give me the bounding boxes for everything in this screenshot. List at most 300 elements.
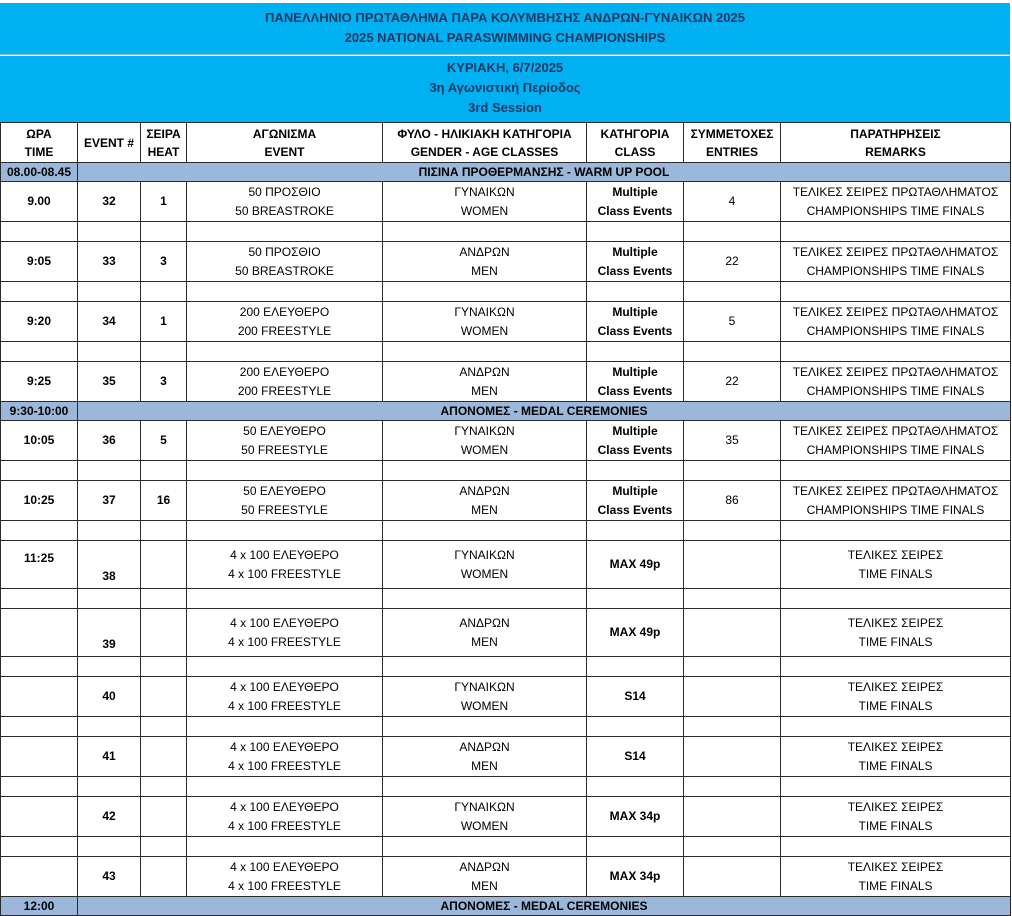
event-remarks bbox=[781, 797, 1011, 837]
event-row bbox=[1, 362, 1011, 402]
empty-cell bbox=[781, 222, 1011, 242]
gender-greek: ΓΥΝΑΙΚΩΝ bbox=[454, 799, 515, 814]
column-header-row bbox=[1, 123, 1011, 163]
event-entries: 22 bbox=[684, 242, 781, 282]
title-english: 2025 NATIONAL PARASWIMMING CHAMPIONSHIPS bbox=[344, 30, 666, 45]
event-name-greek: 4 x 100 ΕΛΕΥΘΕΡΟ bbox=[230, 679, 339, 694]
event-time bbox=[1, 797, 78, 837]
class-line-2: Class Events bbox=[597, 263, 673, 278]
column-header-event bbox=[187, 123, 383, 163]
empty-cell bbox=[78, 657, 141, 677]
event-number: 32 bbox=[78, 182, 141, 222]
band-time: 08.00-08.45 bbox=[1, 163, 78, 182]
event-name-english: 50 FREESTYLE bbox=[241, 442, 328, 457]
event-name bbox=[187, 541, 383, 589]
empty-cell bbox=[141, 342, 187, 362]
empty-cell bbox=[141, 222, 187, 242]
event-name-greek: 4 x 100 ΕΛΕΥΘΕΡΟ bbox=[230, 799, 339, 814]
event-gender bbox=[383, 541, 587, 589]
event-name-english: 4 x 100 FREESTYLE bbox=[228, 878, 341, 893]
spacer-row bbox=[1, 521, 1011, 541]
empty-cell bbox=[187, 777, 383, 797]
empty-cell bbox=[383, 521, 587, 541]
event-remarks bbox=[781, 242, 1011, 282]
session-name-english: 3rd Session bbox=[468, 100, 542, 115]
remarks-english: TIME FINALS bbox=[858, 698, 933, 713]
empty-cell bbox=[1, 282, 78, 302]
empty-cell bbox=[781, 461, 1011, 481]
column-header-label: ΦΥΛΟ - ΗΛΙΚΙΑΚΗ ΚΑΤΗΓΟΡΙΑ bbox=[397, 126, 572, 141]
event-gender bbox=[383, 362, 587, 402]
band-label: ΑΠΟΝΟΜΕΣ - MEDAL CEREMONIES bbox=[78, 402, 1011, 421]
event-heat bbox=[141, 737, 187, 777]
event-class bbox=[587, 857, 684, 897]
event-remarks bbox=[781, 609, 1011, 657]
remarks-greek: ΤΕΛΙΚΕΣ ΣΕΙΡΕΣ bbox=[847, 739, 944, 754]
event-time bbox=[1, 857, 78, 897]
empty-cell bbox=[187, 222, 383, 242]
event-number: 34 bbox=[78, 302, 141, 342]
event-heat: 1 bbox=[141, 302, 187, 342]
empty-cell bbox=[383, 282, 587, 302]
event-remarks bbox=[781, 362, 1011, 402]
column-header-label: ΣΕΙΡΑ bbox=[146, 126, 181, 141]
event-name bbox=[187, 857, 383, 897]
event-time bbox=[1, 609, 78, 657]
event-heat bbox=[141, 609, 187, 657]
column-header-remarks bbox=[781, 123, 1011, 163]
gender-greek: ΑΝΔΡΩΝ bbox=[459, 615, 510, 630]
event-name bbox=[187, 797, 383, 837]
empty-cell bbox=[781, 657, 1011, 677]
event-class bbox=[587, 677, 684, 717]
event-name bbox=[187, 362, 383, 402]
spacer-row bbox=[1, 282, 1011, 302]
remarks-greek: ΤΕΛΙΚΕΣ ΣΕΙΡΕΣ bbox=[847, 679, 944, 694]
event-number: 41 bbox=[78, 737, 141, 777]
column-header-sublabel: HEAT bbox=[147, 144, 180, 159]
empty-cell bbox=[383, 657, 587, 677]
event-class bbox=[587, 541, 684, 589]
empty-cell bbox=[1, 837, 78, 857]
event-entries bbox=[684, 609, 781, 657]
event-gender bbox=[383, 609, 587, 657]
gender-greek: ΑΝΔΡΩΝ bbox=[459, 364, 510, 379]
empty-cell bbox=[684, 589, 781, 609]
gender-english: MEN bbox=[471, 502, 498, 517]
column-header-sublabel: GENDER - AGE CLASSES bbox=[410, 144, 559, 159]
empty-cell bbox=[587, 282, 684, 302]
section-band-row bbox=[1, 402, 1011, 421]
event-heat: 16 bbox=[141, 481, 187, 521]
empty-cell bbox=[781, 837, 1011, 857]
event-class bbox=[587, 302, 684, 342]
empty-cell bbox=[587, 837, 684, 857]
event-row bbox=[1, 737, 1011, 777]
empty-cell bbox=[141, 777, 187, 797]
event-name bbox=[187, 737, 383, 777]
empty-cell bbox=[383, 837, 587, 857]
empty-cell bbox=[141, 521, 187, 541]
empty-cell bbox=[383, 717, 587, 737]
band-time: 9:30-10:00 bbox=[1, 402, 78, 421]
class-line-2: Class Events bbox=[597, 442, 673, 457]
empty-cell bbox=[383, 461, 587, 481]
empty-cell bbox=[187, 837, 383, 857]
event-entries: 22 bbox=[684, 362, 781, 402]
event-name-english: 4 x 100 FREESTYLE bbox=[228, 698, 341, 713]
event-name-english: 200 FREESTYLE bbox=[237, 323, 332, 338]
empty-cell bbox=[1, 657, 78, 677]
gender-english: WOMEN bbox=[460, 203, 509, 218]
empty-cell bbox=[383, 589, 587, 609]
event-time: 9:20 bbox=[1, 302, 78, 342]
empty-cell bbox=[141, 657, 187, 677]
gender-greek: ΓΥΝΑΙΚΩΝ bbox=[454, 304, 515, 319]
empty-cell bbox=[587, 521, 684, 541]
column-header-sublabel: TIME bbox=[24, 144, 54, 159]
event-name-greek: 4 x 100 ΕΛΕΥΘΕΡΟ bbox=[230, 547, 339, 562]
empty-cell bbox=[141, 717, 187, 737]
schedule-table bbox=[0, 122, 1011, 916]
event-row bbox=[1, 242, 1011, 282]
event-name-greek: 200 ΕΛΕΥΘΕΡΟ bbox=[239, 364, 330, 379]
event-time: 9:05 bbox=[1, 242, 78, 282]
event-heat bbox=[141, 857, 187, 897]
event-row bbox=[1, 797, 1011, 837]
event-time: 10:25 bbox=[1, 481, 78, 521]
event-remarks bbox=[781, 421, 1011, 461]
event-number: 39 bbox=[78, 609, 141, 657]
event-remarks bbox=[781, 481, 1011, 521]
remarks-greek: ΤΕΛΙΚΕΣ ΣΕΙΡΕΣ ΠΡΩΤΑΘΛΗΜΑΤΟΣ bbox=[792, 423, 999, 438]
empty-cell bbox=[587, 342, 684, 362]
empty-cell bbox=[1, 589, 78, 609]
remarks-greek: ΤΕΛΙΚΕΣ ΣΕΙΡΕΣ ΠΡΩΤΑΘΛΗΜΑΤΟΣ bbox=[792, 304, 999, 319]
event-entries bbox=[684, 677, 781, 717]
gender-english: WOMEN bbox=[460, 323, 509, 338]
empty-cell bbox=[78, 461, 141, 481]
event-gender bbox=[383, 677, 587, 717]
event-entries bbox=[684, 541, 781, 589]
class-line-2: Class Events bbox=[597, 383, 673, 398]
empty-cell bbox=[187, 282, 383, 302]
event-heat: 3 bbox=[141, 362, 187, 402]
event-name-english: 50 BREASTROKE bbox=[235, 263, 334, 278]
section-band-row bbox=[1, 897, 1011, 916]
class-line-2: Class Events bbox=[597, 203, 673, 218]
event-entries bbox=[684, 797, 781, 837]
event-row bbox=[1, 609, 1011, 657]
event-remarks bbox=[781, 182, 1011, 222]
section-band-row bbox=[1, 163, 1011, 182]
event-row bbox=[1, 481, 1011, 521]
spacer-row bbox=[1, 342, 1011, 362]
event-name-greek: 50 ΠΡΟΣΘΙΟ bbox=[248, 244, 321, 259]
event-name bbox=[187, 481, 383, 521]
band-time: 12:00 bbox=[1, 897, 78, 916]
remarks-greek: ΤΕΛΙΚΕΣ ΣΕΙΡΕΣ bbox=[847, 799, 944, 814]
event-entries: 86 bbox=[684, 481, 781, 521]
event-gender bbox=[383, 421, 587, 461]
class-line-1: MAX 49p bbox=[609, 557, 661, 571]
empty-cell bbox=[1, 521, 78, 541]
event-heat bbox=[141, 797, 187, 837]
event-number: 35 bbox=[78, 362, 141, 402]
remarks-greek: ΤΕΛΙΚΕΣ ΣΕΙΡΕΣ bbox=[847, 615, 944, 630]
class-line-1: Multiple bbox=[612, 304, 658, 319]
remarks-english: CHAMPIONSHIPS TIME FINALS bbox=[806, 383, 985, 398]
event-heat bbox=[141, 541, 187, 589]
event-gender bbox=[383, 797, 587, 837]
remarks-english: TIME FINALS bbox=[858, 566, 933, 581]
event-name-english: 4 x 100 FREESTYLE bbox=[228, 634, 341, 649]
class-line-1: Multiple bbox=[612, 364, 658, 379]
gender-english: MEN bbox=[471, 383, 498, 398]
column-header-sublabel: REMARKS bbox=[865, 144, 926, 159]
empty-cell bbox=[587, 589, 684, 609]
empty-cell bbox=[1, 461, 78, 481]
session-date: ΚΥΡΙΑΚΗ, 6/7/2025 bbox=[446, 60, 564, 75]
gender-english: WOMEN bbox=[460, 442, 509, 457]
session-block bbox=[0, 56, 1010, 122]
column-header-time bbox=[1, 123, 78, 163]
empty-cell bbox=[587, 461, 684, 481]
spacer-row bbox=[1, 837, 1011, 857]
empty-cell bbox=[141, 282, 187, 302]
event-name-greek: 4 x 100 ΕΛΕΥΘΕΡΟ bbox=[230, 859, 339, 874]
remarks-english: TIME FINALS bbox=[858, 634, 933, 649]
event-name-english: 50 BREASTROKE bbox=[235, 203, 334, 218]
event-heat: 1 bbox=[141, 182, 187, 222]
empty-cell bbox=[383, 222, 587, 242]
column-header-entries bbox=[684, 123, 781, 163]
class-line-1: MAX 49p bbox=[609, 625, 661, 639]
empty-cell bbox=[684, 777, 781, 797]
remarks-greek: ΤΕΛΙΚΕΣ ΣΕΙΡΕΣ bbox=[847, 547, 944, 562]
empty-cell bbox=[78, 282, 141, 302]
event-gender bbox=[383, 481, 587, 521]
empty-cell bbox=[78, 589, 141, 609]
event-name bbox=[187, 677, 383, 717]
remarks-english: TIME FINALS bbox=[858, 758, 933, 773]
column-header-event-number bbox=[78, 123, 141, 163]
class-line-2: Class Events bbox=[597, 502, 673, 517]
event-heat: 3 bbox=[141, 242, 187, 282]
column-header-sublabel: CLASS bbox=[614, 144, 656, 159]
event-row bbox=[1, 302, 1011, 342]
empty-cell bbox=[78, 717, 141, 737]
event-class bbox=[587, 182, 684, 222]
column-header-gender-age bbox=[383, 123, 587, 163]
empty-cell bbox=[587, 717, 684, 737]
column-header-label: EVENT # bbox=[83, 135, 134, 150]
session-name-greek: 3η Αγωνιστική Περίοδος bbox=[429, 80, 581, 95]
event-row bbox=[1, 857, 1011, 897]
column-header-sublabel: ENTRIES bbox=[705, 144, 758, 159]
event-gender bbox=[383, 182, 587, 222]
column-header-label: ΚΑΤΗΓΟΡΙΑ bbox=[600, 126, 670, 141]
empty-cell bbox=[684, 521, 781, 541]
empty-cell bbox=[187, 342, 383, 362]
empty-cell bbox=[684, 837, 781, 857]
empty-cell bbox=[684, 461, 781, 481]
class-line-1: Multiple bbox=[612, 483, 658, 498]
gender-greek: ΑΝΔΡΩΝ bbox=[459, 739, 510, 754]
event-entries bbox=[684, 737, 781, 777]
event-number: 38 bbox=[78, 541, 141, 589]
event-time: 10:05 bbox=[1, 421, 78, 461]
empty-cell bbox=[684, 282, 781, 302]
remarks-english: TIME FINALS bbox=[858, 818, 933, 833]
gender-english: MEN bbox=[471, 263, 498, 278]
event-row bbox=[1, 677, 1011, 717]
empty-cell bbox=[684, 222, 781, 242]
empty-cell bbox=[78, 837, 141, 857]
event-number: 37 bbox=[78, 481, 141, 521]
gender-english: MEN bbox=[471, 758, 498, 773]
column-header-label: ΑΓΩΝΙΣΜΑ bbox=[252, 126, 317, 141]
remarks-english: CHAMPIONSHIPS TIME FINALS bbox=[806, 323, 985, 338]
title-block bbox=[0, 3, 1010, 55]
class-line-1: MAX 34p bbox=[609, 869, 661, 883]
event-gender bbox=[383, 737, 587, 777]
gender-greek: ΓΥΝΑΙΚΩΝ bbox=[454, 423, 515, 438]
event-class bbox=[587, 797, 684, 837]
event-name-english: 200 FREESTYLE bbox=[237, 383, 332, 398]
empty-cell bbox=[781, 342, 1011, 362]
gender-greek: ΑΝΔΡΩΝ bbox=[459, 244, 510, 259]
empty-cell bbox=[1, 222, 78, 242]
empty-cell bbox=[141, 461, 187, 481]
event-name-english: 4 x 100 FREESTYLE bbox=[228, 818, 341, 833]
gender-english: MEN bbox=[471, 634, 498, 649]
event-time: 11:25 bbox=[1, 541, 78, 589]
band-label: ΠΙΣΙΝΑ ΠΡΟΘΕΡΜΑΝΣΗΣ - WARM UP POOL bbox=[78, 163, 1011, 182]
event-row bbox=[1, 421, 1011, 461]
event-number: 42 bbox=[78, 797, 141, 837]
empty-cell bbox=[1, 717, 78, 737]
event-class bbox=[587, 481, 684, 521]
event-gender bbox=[383, 857, 587, 897]
empty-cell bbox=[587, 222, 684, 242]
event-number: 36 bbox=[78, 421, 141, 461]
event-name-greek: 4 x 100 ΕΛΕΥΘΕΡΟ bbox=[230, 739, 339, 754]
spacer-row bbox=[1, 657, 1011, 677]
empty-cell bbox=[141, 837, 187, 857]
event-time: 9:25 bbox=[1, 362, 78, 402]
event-remarks bbox=[781, 857, 1011, 897]
remarks-english: CHAMPIONSHIPS TIME FINALS bbox=[806, 502, 985, 517]
event-heat bbox=[141, 677, 187, 717]
empty-cell bbox=[78, 777, 141, 797]
remarks-greek: ΤΕΛΙΚΕΣ ΣΕΙΡΕΣ ΠΡΩΤΑΘΛΗΜΑΤΟΣ bbox=[792, 364, 999, 379]
schedule-body bbox=[1, 163, 1011, 916]
column-header-sublabel: EVENT bbox=[264, 144, 305, 159]
empty-cell bbox=[684, 717, 781, 737]
remarks-greek: ΤΕΛΙΚΕΣ ΣΕΙΡΕΣ ΠΡΩΤΑΘΛΗΜΑΤΟΣ bbox=[792, 184, 999, 199]
spacer-row bbox=[1, 777, 1011, 797]
event-time: 9.00 bbox=[1, 182, 78, 222]
column-header-heat bbox=[141, 123, 187, 163]
event-number: 40 bbox=[78, 677, 141, 717]
class-line-1: S14 bbox=[624, 749, 646, 763]
event-remarks bbox=[781, 541, 1011, 589]
class-line-1: Multiple bbox=[612, 244, 658, 259]
empty-cell bbox=[781, 589, 1011, 609]
empty-cell bbox=[141, 589, 187, 609]
event-name bbox=[187, 609, 383, 657]
event-name-greek: 50 ΠΡΟΣΘΙΟ bbox=[248, 184, 321, 199]
event-entries: 5 bbox=[684, 302, 781, 342]
remarks-english: CHAMPIONSHIPS TIME FINALS bbox=[806, 263, 985, 278]
class-line-2: Class Events bbox=[597, 323, 673, 338]
band-label: ΑΠΟΝΟΜΕΣ - MEDAL CEREMONIES bbox=[78, 897, 1011, 916]
gender-greek: ΓΥΝΑΙΚΩΝ bbox=[454, 679, 515, 694]
event-name-english: 50 FREESTYLE bbox=[241, 502, 328, 517]
spacer-row bbox=[1, 717, 1011, 737]
spacer-row bbox=[1, 461, 1011, 481]
empty-cell bbox=[78, 342, 141, 362]
event-row bbox=[1, 541, 1011, 589]
class-line-1: MAX 34p bbox=[609, 809, 661, 823]
event-remarks bbox=[781, 677, 1011, 717]
empty-cell bbox=[187, 521, 383, 541]
event-remarks bbox=[781, 737, 1011, 777]
event-name-greek: 4 x 100 ΕΛΕΥΘΕΡΟ bbox=[230, 615, 339, 630]
empty-cell bbox=[78, 521, 141, 541]
column-header-label: ΣΥΜΜΕΤΟΧΕΣ bbox=[690, 126, 774, 141]
empty-cell bbox=[587, 777, 684, 797]
gender-english: WOMEN bbox=[460, 818, 509, 833]
remarks-english: CHAMPIONSHIPS TIME FINALS bbox=[806, 203, 985, 218]
event-name-greek: 200 ΕΛΕΥΘΕΡΟ bbox=[239, 304, 330, 319]
event-name-english: 4 x 100 FREESTYLE bbox=[228, 566, 341, 581]
empty-cell bbox=[1, 777, 78, 797]
empty-cell bbox=[187, 717, 383, 737]
event-class bbox=[587, 421, 684, 461]
event-time bbox=[1, 677, 78, 717]
event-name bbox=[187, 182, 383, 222]
class-line-1: S14 bbox=[624, 689, 646, 703]
column-header-label: ΩΡΑ bbox=[26, 126, 52, 141]
empty-cell bbox=[781, 777, 1011, 797]
class-line-1: Multiple bbox=[612, 184, 658, 199]
empty-cell bbox=[383, 777, 587, 797]
column-header-class bbox=[587, 123, 684, 163]
event-name-greek: 50 ΕΛΕΥΘΕΡΟ bbox=[243, 483, 326, 498]
event-gender bbox=[383, 302, 587, 342]
event-class bbox=[587, 609, 684, 657]
event-number: 33 bbox=[78, 242, 141, 282]
remarks-english: CHAMPIONSHIPS TIME FINALS bbox=[806, 442, 985, 457]
empty-cell bbox=[187, 657, 383, 677]
gender-greek: ΓΥΝΑΙΚΩΝ bbox=[454, 547, 515, 562]
event-entries: 4 bbox=[684, 182, 781, 222]
empty-cell bbox=[781, 521, 1011, 541]
spacer-row bbox=[1, 222, 1011, 242]
empty-cell bbox=[587, 657, 684, 677]
event-gender bbox=[383, 242, 587, 282]
gender-english: WOMEN bbox=[460, 698, 509, 713]
empty-cell bbox=[781, 717, 1011, 737]
empty-cell bbox=[781, 282, 1011, 302]
empty-cell bbox=[187, 461, 383, 481]
gender-english: MEN bbox=[471, 878, 498, 893]
event-class bbox=[587, 362, 684, 402]
column-header-label: ΠΑΡΑΤΗΡΗΣΕΙΣ bbox=[850, 126, 941, 141]
empty-cell bbox=[684, 342, 781, 362]
